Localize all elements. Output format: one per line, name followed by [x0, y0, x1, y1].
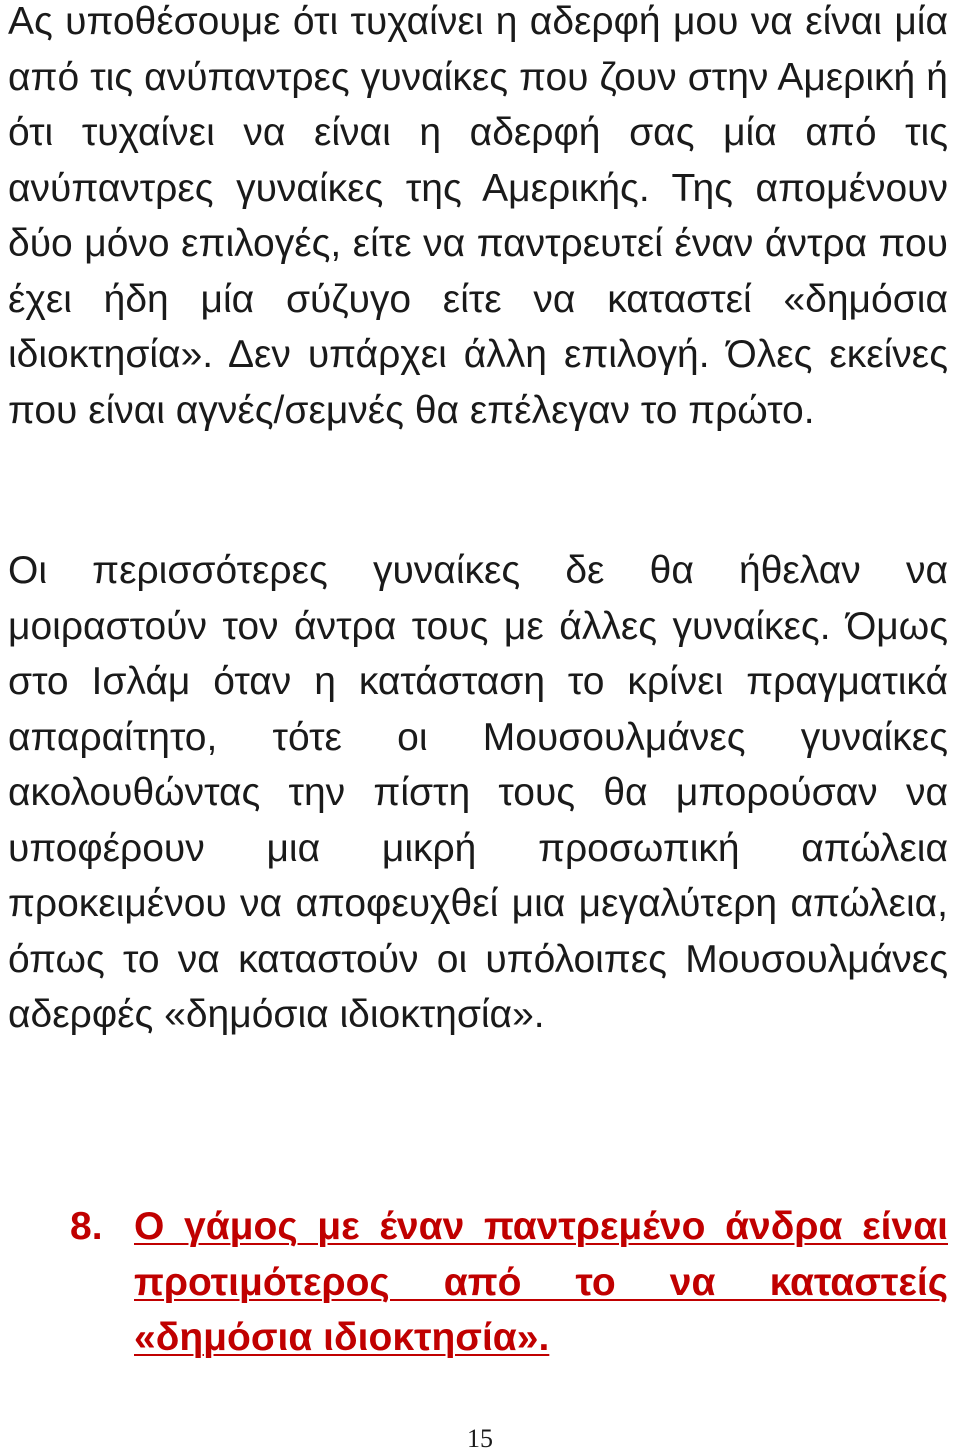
body-paragraph-1: Ας υποθέσουμε ότι τυχαίνει η αδερφή μου να είναι μία από τις ανύπαντρες γυναίκες που ζουν στην Αμερική ή ότι τυχαίνει να είναι η αδερφή σας μία από τις ανύπαντρες γυναίκες της Αμερικής. Της απομένουν δύο μόνο επιλογές, είτε να παντρευτεί έναν άντρα που έχει ήδη μία σύζυγο είτε να καταστεί «δημόσια ιδιοκτησία». Δεν υπάρχει άλλη επιλογή. Όλες εκείνες που είναι αγνές/σεμνές θα επέλεγαν το πρώτο.: [8, 0, 948, 432]
body-paragraph-2: Οι περισσότερες γυναίκες δε θα ήθελαν να μοιραστούν τον άντρα τους με άλλες γυναίκες. Όμως στο Ισλάμ όταν η κατάσταση το κρίνει πραγματικά απαραίτητο, τότε οι Μουσουλμάνες γυναίκες ακολουθώντας την πίστη τους θα μπορούσαν να υποφέρουν μια μικρή προσωπική απώλεια προκειμένου να αποφευχθεί μια μεγαλύτερη απώλεια, όπως το να καταστούν οι υπόλοιπες Μουσουλμάνες αδερφές «δημόσια ιδιοκτησία».: [8, 549, 948, 1036]
page-number: 15: [467, 1424, 493, 1453]
section-heading: [70, 1199, 948, 1366]
section-heading-text: Ο γάμος με έναν παντρεμένο άνδρα είναι προτιμότερος από το να καταστείς «δημόσια ιδιοκτησία».: [134, 1205, 948, 1359]
section-heading-number: 8.: [70, 1205, 103, 1248]
